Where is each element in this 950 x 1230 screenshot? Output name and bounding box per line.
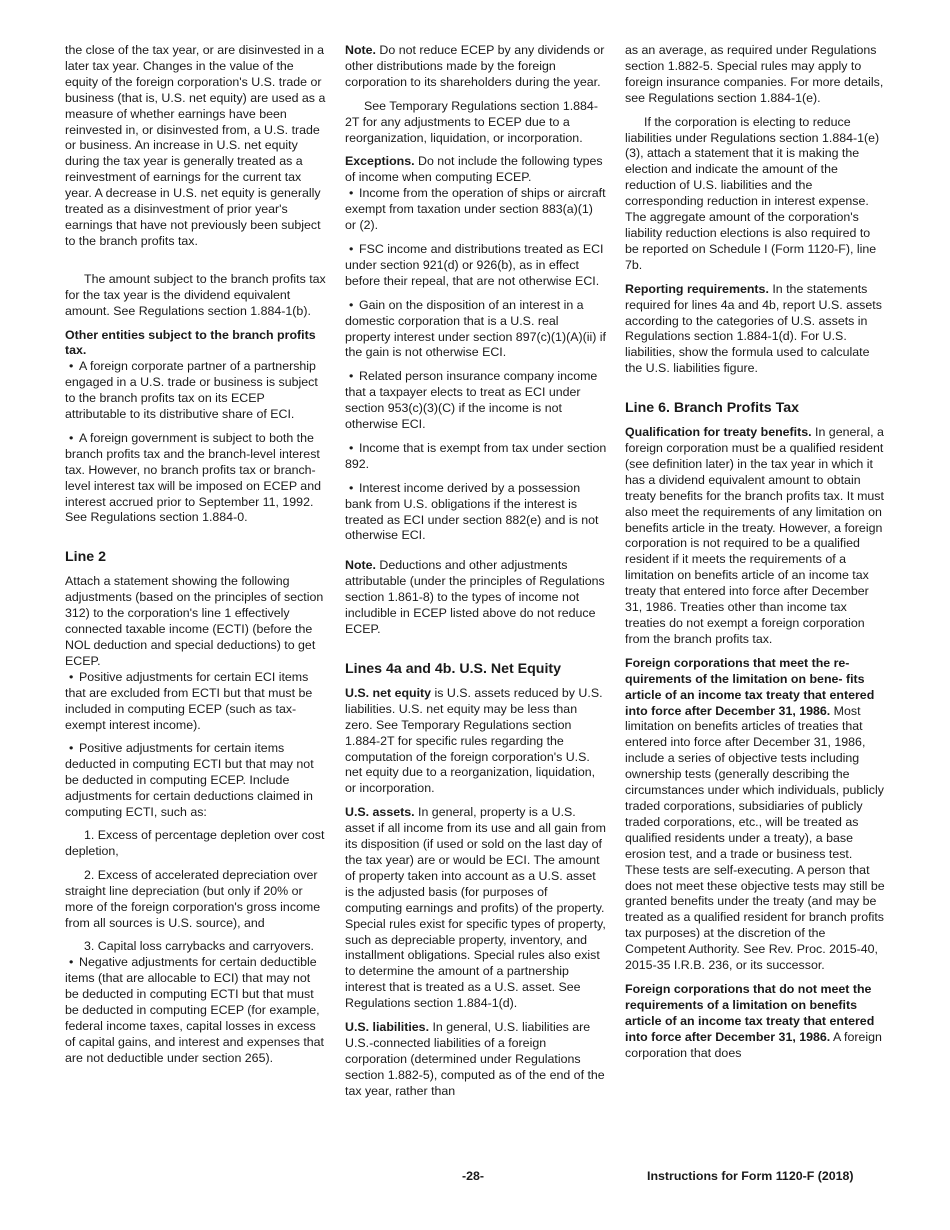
reporting-label: Reporting requirements.	[625, 281, 769, 296]
paragraph	[345, 686, 607, 797]
numbered-item: 2. Excess of accelerated depreciation over straight line depreciation (but only if 20% or more of the foreign corporation's gross income from all sources is U.S. source), and	[65, 867, 321, 930]
paragraph	[345, 154, 607, 186]
page-number: -28-	[462, 1169, 485, 1183]
list-item: • Interest income derived by a possession bank from U.S. obligations if the interest is treated as ECI under section 882(e) and is not otherwise ECI.	[345, 481, 607, 545]
assets-label: U.S. assets.	[345, 805, 415, 820]
list-item: • Related person insurance company income that a taxpayer elects to treat as ECI under section 953(c)(3)(C) if the income is not otherwise ECI.	[345, 369, 607, 433]
net-equity-text: is U.S. assets reduced by U.S. liabilities. U.S. net equity may be less than zero. See Temporary Regulations section 1.884-2T for specific rules regarding the computation of the foreign corporation's U.S. net equity due to a reorganization, liquidation, or incorporation.	[345, 685, 603, 796]
note-text: Deductions and other adjustments attributable (under the principles of Regulations section 1.861-8) to the types of income not includible in ECEP listed above do not reduce ECEP.	[345, 558, 605, 636]
paragraph: If the corporation is electing to reduce liabilities under Regulations section 1.884-1(e)(3), attach a statement that it is making the election and indicate the amount of the reduction of U.S. liabilities and the corresponding reduction in interest expense. The aggregate amount of the corporation's liability reduction elections is also required to be reported on Schedule I (Form 1120-F), line 7b.	[625, 114, 880, 272]
paragraph	[345, 1020, 607, 1100]
list-item: • Gain on the disposition of an interest in a domestic corporation that is a U.S. real property interest under section 897(c)(1)(A)(ii) if the gain is not otherwise ECI.	[345, 298, 607, 362]
liabilities-text: In general, U.S. liabilities are U.S.-connected liabilities of a foreign corporation (determined under Regulations section 1.882-5), computed as of the end of the tax year, rather than	[345, 1020, 605, 1098]
liabilities-label: U.S. liabilities.	[345, 1020, 430, 1035]
paragraph: the close of the tax year, or are disinvested in a later tax year. Changes in the value of the equity of the foreign corporation's U.S. trade or business (that is, U.S. net equity) are used as a measure of whether earnings have been reinvested in, or disinvested from, a U.S. trade or business. An increase in U.S. net equity during the tax year is generally treated as a reinvestment of earnings for the current tax year. A decrease in U.S. net equity is generally treated as a disinvestment of prior year's earnings that have not previously been subject to the branch profits tax.	[65, 43, 326, 248]
note-text: Do not reduce ECEP by any dividends or other distributions made by the foreign corporation to its shareholders during the year.	[345, 43, 605, 89]
form-title: Instructions for Form 1120-F (2018)	[647, 1169, 854, 1183]
section-heading-lines-4a-4b: Lines 4a and 4b. U.S. Net Equity	[345, 660, 562, 677]
not-meet-requirements-text: A foreign corporation that does	[625, 1029, 882, 1060]
paragraph	[345, 43, 607, 91]
paragraph: The amount subject to the branch profits tax for the tax year is the dividend equivalent amount. See Regulations section 1.884-1(b).	[65, 271, 326, 318]
column-3	[625, 43, 887, 1069]
qualification-label: Qualification for treaty benefits.	[625, 425, 812, 440]
subheading	[65, 328, 327, 360]
paragraph	[625, 982, 887, 1062]
column-2	[345, 43, 607, 1108]
column-1	[65, 43, 327, 1075]
numbered-item: 3. Capital loss carrybacks and carryovers.	[84, 939, 315, 954]
paragraph: as an average, as required under Regulations section 1.882-5. Special rules may apply to foreign insurance companies. For more details, see Regulations section 1.884-1(e).	[625, 43, 884, 105]
paragraph	[625, 656, 887, 974]
meet-requirements-text: Most limitation on benefits articles of treaties that entered into force after December 31, 1986, include a series of objective tests including ownership tests (generally describing the circumstances under which individuals, publicly traded corporations, subsidiaries of publicly traded corporations, etc., will be treated as qualified residents under a treaty), a base erosion test, and a trade or business test. These tests are self-executing. A person that does not meet these objective tests may still be granted benefits under the treaty (and may be treated as a qualified resident for branch profits tax purposes) at the discretion of the Competent Authority. See Rev. Proc. 2015-40, 2015-35 I.R.B. 236, or its successor.	[625, 703, 885, 973]
paragraph	[625, 282, 887, 377]
paragraph	[625, 425, 887, 648]
list-item: • Positive adjustments for certain items deducted in computing ECTI but that may not be deducted in computing ECEP. Include adjustments for certain deductions claimed in computing ECTI, such as:	[65, 741, 327, 821]
net-equity-label: U.S. net equity	[345, 685, 432, 700]
list-item: • A foreign government is subject to both the branch profits tax and the branch-level interest tax. However, no branch profits tax or branch-level interest tax will be imposed on ECEP and interest accrued prior to September 11, 1992. See Regulations section 1.884-0.	[65, 431, 327, 526]
list-item: • FSC income and distributions treated as ECI under section 921(d) or 926(b), as in effect before their repeal, that are not otherwise ECI.	[345, 242, 607, 290]
note-label: Note.	[345, 558, 376, 573]
list-item: • Positive adjustments for certain ECI items that are excluded from ECTI but that must be included in computing ECEP (such as tax-exempt interest income).	[65, 670, 327, 734]
list-item: • Income from the operation of ships or aircraft exempt from taxation under section 883(a)(1) or (2).	[345, 186, 607, 234]
section-heading-line-6: Line 6. Branch Profits Tax	[625, 400, 799, 417]
note-label: Note.	[345, 43, 376, 57]
paragraph	[345, 558, 607, 638]
exceptions-label: Exceptions.	[345, 154, 415, 169]
list-item: • Negative adjustments for certain deductible items (that are allocable to ECI) that may not be deducted in computing ECTI but that must be deducted in computing ECEP (for example, federal income taxes, capital losses in excess of capital gains, and interest and expenses that are not deductible under section 265).	[65, 955, 327, 1066]
assets-text: In general, property is a U.S. asset if all income from its use and all gain from its disposition (if used or sold on the last day of the tax year) are or would be ECI. The amount of property taken into account as a U.S. asset is the adjusted basis (for purposes of computing earnings and profits) of the property. Special rules exist for specific types of property, such as depreciable property, inventory, and installment obligations. Special rules also exist to determine the amount of a partnership interest that is treated as a U.S. asset. See Regulations section 1.884-1(d).	[345, 805, 607, 1011]
meet-requirements-label: Foreign corporations that meet the re- quirements of the limitation on bene- fits article of an income tax treaty that entered into force after December 31, 1986.	[625, 655, 875, 718]
exceptions-text: Do not include the following types of income when computing ECEP.	[345, 154, 603, 185]
paragraph	[345, 805, 607, 1012]
subheading-text: Other entities subject to the branch profits tax.	[65, 327, 316, 358]
list-item: • A foreign corporate partner of a partnership engaged in a U.S. trade or business is subject to the branch profits tax on its ECEP attributable to its distributive share of ECI.	[65, 359, 327, 423]
section-heading-line-2: Line 2	[65, 549, 106, 566]
qualification-text: In general, a foreign corporation must be a qualified resident (see definition later) in the tax year in which it has a dividend equivalent amount to obtain treaty benefits for the branch profits tax. It must also meet the requirements of any limitation on benefits article in the treaty. However, a foreign corporation is not required to be a qualified resident if it meets the requirements of a limitation on benefits article of an income tax treaty that entered into force after December 31, 1986. Treaties other than income tax treaties do not exempt a foreign corporation from the branch profits tax.	[625, 425, 884, 646]
list-item: • Income that is exempt from tax under section 892.	[345, 441, 607, 473]
not-meet-requirements-label: Foreign corporations that do not meet the requirements of a limitation on benefits article of an income tax treaty that entered into force after December 31, 1986.	[625, 981, 875, 1044]
paragraph: See Temporary Regulations section 1.884-2T for any adjustments to ECEP due to a reorganization, liquidation, or incorporation.	[345, 98, 598, 145]
reporting-text: In the statements required for lines 4a and 4b, report U.S. assets according to the categories of U.S. assets in Regulations section 1.884-1(d). For U.S. liabilities, show the formula used to calculate the U.S. liabilities figure.	[625, 281, 882, 376]
numbered-item: 1. Excess of percentage depletion over cost depletion,	[65, 827, 325, 858]
paragraph: Attach a statement showing the following adjustments (based on the principles of section 312) to the corporation's line 1 effectively connected taxable income (ECTI) (before the NOL deduction and special deductions) to get ECEP.	[65, 574, 324, 668]
